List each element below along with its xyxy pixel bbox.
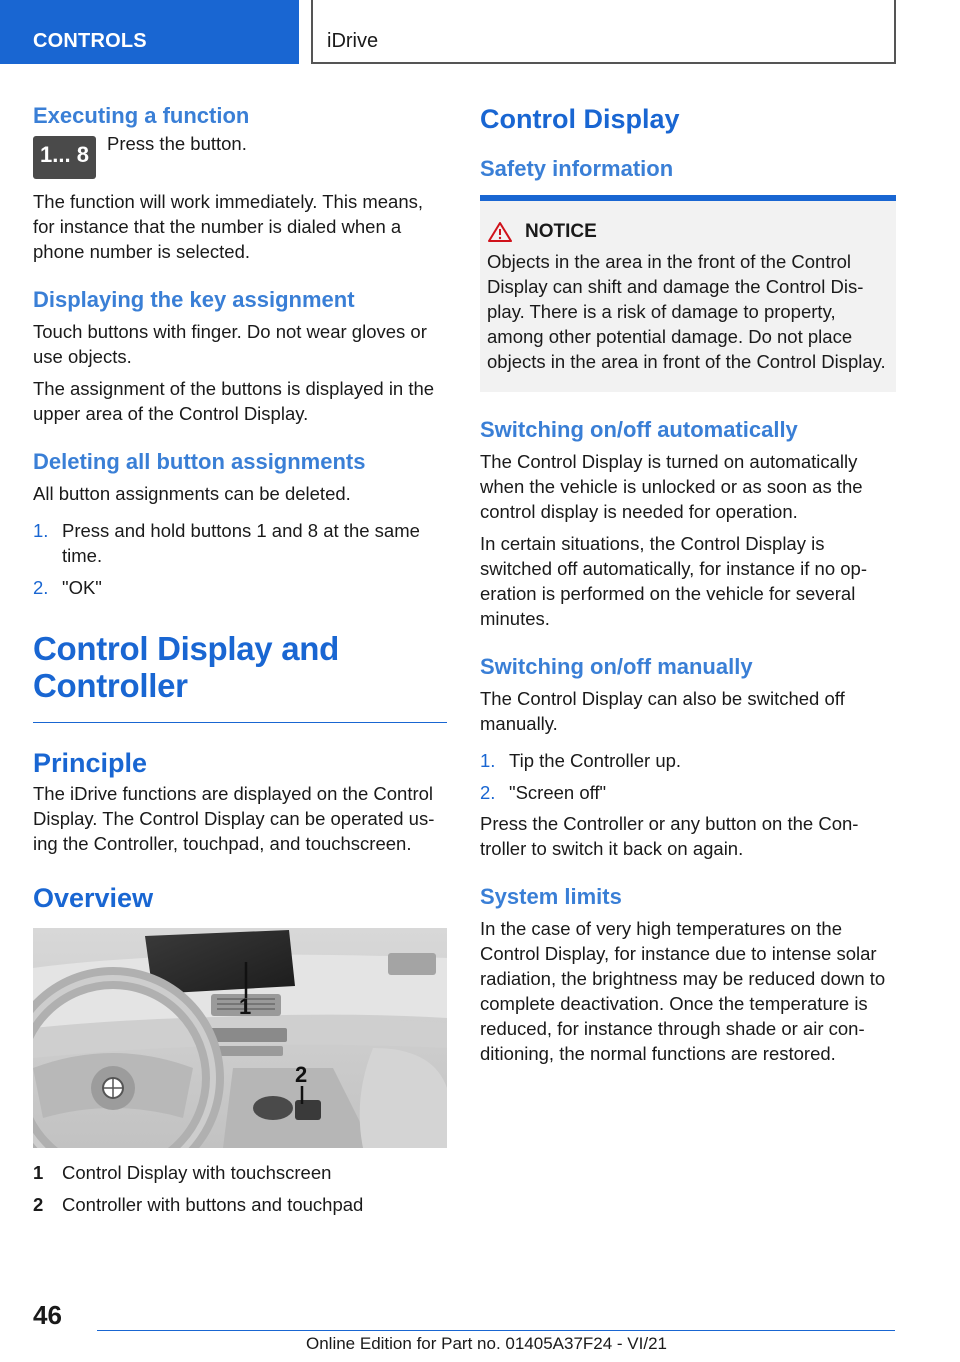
- notice-box: [480, 201, 896, 392]
- callout-2-label: 2: [295, 1062, 308, 1087]
- exec-instruction: Press the button.: [107, 133, 247, 154]
- list-item: 1. Tip the Controller up.: [480, 750, 682, 771]
- list-item: 2. "OK": [33, 577, 102, 598]
- header-chapter-label: iDrive: [327, 30, 379, 52]
- manual-text-2: Press the Controller or any button on the Controller to switch it back on again.: [480, 813, 859, 859]
- display-text-2: The assignment of the buttons is displayed in the upper area of the Control Display.: [33, 378, 435, 424]
- header-section-label: CONTROLS: [33, 30, 147, 52]
- footer-divider: [97, 1330, 895, 1331]
- overview-illustration: [33, 928, 447, 1148]
- callout-1-label: 1: [239, 994, 252, 1019]
- manual-text: The Control Display can also be switched off manually.: [480, 688, 845, 734]
- manual-steps-list: [480, 748, 896, 805]
- overview-captions: [33, 1160, 447, 1217]
- list-item: 1. Press and hold buttons 1 and 8 at the same time.: [33, 520, 420, 566]
- car-interior-image: [33, 928, 447, 1148]
- heading-displaying-key-assignment: Displaying the key assignment: [33, 287, 355, 312]
- left-column: [33, 100, 447, 1217]
- caption-item: 2 Controller with buttons and touchpad: [33, 1194, 364, 1215]
- warning-triangle-icon: [487, 221, 513, 243]
- heading-overview: Overview: [33, 883, 154, 913]
- page-number: 46: [33, 1300, 62, 1330]
- delete-text: All button assignments can be deleted.: [33, 483, 351, 504]
- edition-text: Online Edition for Part no. 01405A37F24 - VI/21: [306, 1334, 668, 1353]
- section-divider: [33, 722, 447, 723]
- caption-item: 1 Control Display with touchscreen: [33, 1162, 332, 1183]
- heading-safety-information: Safety information: [480, 156, 674, 181]
- header-chapter-box: [311, 0, 896, 64]
- heading-principle: Principle: [33, 748, 148, 778]
- heading-control-display: Control Display: [480, 104, 680, 134]
- principle-text: The iDrive functions are displayed on the Control Display. The Control Display can be operated using the Controller, touchpad, and touchscreen.: [33, 783, 435, 854]
- display-text-1: Touch buttons with finger. Do not wear gloves or use objects.: [33, 321, 427, 367]
- key-1-8-icon: 1... 8: [33, 136, 96, 179]
- notice-text: Objects in the area in the front of the Control Display can shift and damage the Control Display. There is a risk of damage to property, among other potential damage. Do not place objects in the area in front of the Control Display.: [487, 251, 886, 372]
- heading-system-limits: System limits: [480, 884, 622, 909]
- header-section-tab: [0, 0, 299, 64]
- exec-text: The function will work immediately. This means, for instance that the number is dialed when a phone number is selected.: [33, 191, 424, 262]
- notice-header: [487, 221, 889, 243]
- list-item: 2. "Screen off": [480, 782, 607, 803]
- notice-label: NOTICE: [525, 221, 597, 242]
- delete-steps-list: [33, 518, 447, 600]
- auto-text-1: The Control Display is turned on automatically when the vehicle is unlocked or as soon as the control display is needed for operation.: [480, 451, 863, 522]
- right-column: [480, 100, 896, 1066]
- heading-executing-function: Executing a function: [33, 103, 250, 128]
- heading-deleting-assignments: Deleting all button assignments: [33, 449, 366, 474]
- limits-text: In the case of very high temperatures on the Control Display, for instance due to intense solar radiation, the brightness may be reduced down to complete deactivation. Once the temperature is reduced, for instance through shade or air conditioning, the normal functions are restored.: [480, 918, 886, 1064]
- heading-control-display-controller: Control Display and Controller: [33, 630, 339, 704]
- auto-text-2: In certain situations, the Control Display is switched off automatically, for instance if no operation is performed on the vehicle for several minutes.: [480, 533, 867, 629]
- heading-switching-manually: Switching on/off manually: [480, 654, 753, 679]
- key-instruction-row: [33, 133, 447, 179]
- heading-switching-automatically: Switching on/off automatically: [480, 417, 798, 442]
